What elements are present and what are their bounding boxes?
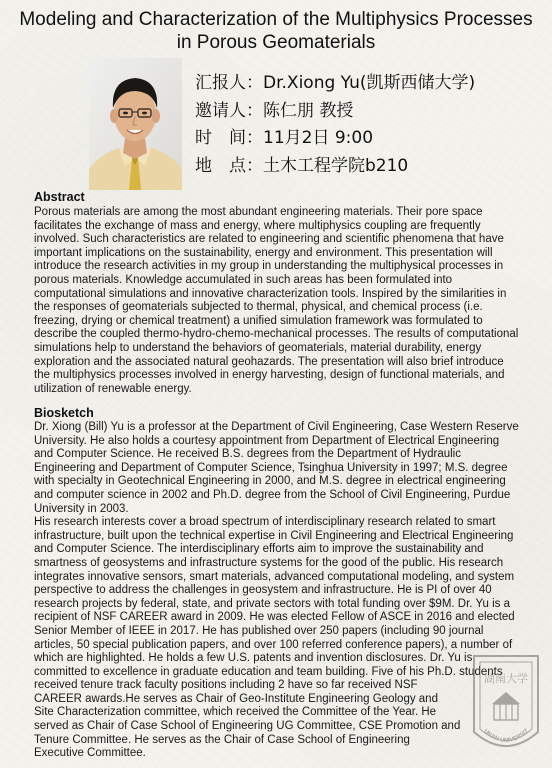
abstract-line: Porous materials are among the most abundant engineering materials. Their pore space — [34, 206, 483, 218]
biosketch-line: CAREER awards.He serves as Chair of Geo-Institute Engineering Geology and — [34, 692, 438, 705]
abstract-line: porous materials. Knowledge accumulated in such areas has been formulated into — [34, 273, 453, 286]
biosketch-line: His research interests cover a broad spectrum of interdisciplinary research related to smart — [34, 516, 496, 529]
talk-info — [195, 70, 475, 180]
abstract-line: computational simulations and innovative characterization tools. Inspired by the similarities in — [34, 287, 507, 300]
biosketch-line: and computer science in 2002 and Ph.D. degree from the School of Civil Engineering, Purdue — [34, 488, 511, 501]
seal-chars: 湖南大学 — [484, 672, 528, 685]
abstract-line: utilization of renewable energy. — [34, 382, 192, 395]
reporter-line: 汇报人：Dr.Xiong Yu(凯斯西储大学) — [195, 73, 476, 93]
talk-title-line2: in Porous Geomaterials — [176, 32, 376, 53]
biosketch-line: research projects by federal, state, and private sectors with total funding over $9M. Dr. Yu is a — [34, 597, 511, 610]
biosketch-body — [34, 421, 524, 761]
abstract-line: introduce the research activities in my group in understanding the multiphysical processes in — [34, 260, 504, 273]
biosketch-line: Dr. Xiong (Bill) Yu is a professor at the Department of Civil Engineering, Case Western Reserve — [34, 421, 519, 433]
abstract-body — [34, 206, 524, 396]
biosketch-heading: Biosketch — [34, 406, 94, 420]
biosketch-line: Engineering and Department of Computer Science, Tsinghua University in 1997; M.S. degree — [34, 461, 508, 474]
biosketch-line: smartness of geosystems and infrastructure systems for the good of the public. His research — [34, 556, 504, 569]
place-line: 地 点：土木工程学院b210 — [195, 155, 409, 176]
biosketch-line: with specialty in Geotechnical Engineering in 2000, and M.S. degree in electrical engineering — [34, 475, 506, 488]
talk-title — [0, 8, 552, 54]
inviter-line: 邀请人：陈仁朋 教授 — [195, 100, 354, 121]
biosketch-line: recipient of NSF CAREER award in 2009. He was elected Fellow of ASCE in 2016 and elected — [34, 611, 515, 624]
seal-text: UNAN UNIVERSIT — [482, 728, 530, 745]
biosketch-line: articles, 50 special publication papers, and over 100 referred conference papers), a number of — [34, 638, 513, 651]
biosketch-line: and Computer Science. He received B.S. degrees from the Department of Hydraulic — [34, 448, 461, 461]
biosketch-line: Tenure Committee. He serves as the Chair of Case School of Engineering — [34, 733, 410, 746]
abstract-line: involved. Such characteristics are related to engineering and scientific phenomena that have — [34, 233, 504, 246]
biosketch-line: and Computer Science. The interdisciplinary efforts aim to improve the sustainability and — [34, 543, 484, 556]
biosketch-line: University in 2003. — [34, 502, 129, 515]
university-seal-logo — [470, 652, 542, 762]
biosketch-line: Executive Committee. — [34, 747, 146, 760]
biosketch-line: which are highlighted. He holds a few U.S. patents and invention disclosures. Dr. Yu is — [34, 652, 473, 665]
biosketch-line: infrastructure, built upon the technical expertise in Civil Engineering and Electrical Engineering — [34, 529, 514, 542]
abstract-line: the multiphysics processes involved in energy harvesting, design of functional materials, and — [34, 369, 505, 382]
abstract-line: the responses of geomaterials subjected to thermal, physical, and chemical process (i.e. — [34, 301, 483, 314]
biosketch-line: Site Characterization committee, which received the Committee of the Year. He — [34, 706, 437, 719]
abstract-line: simulations help to understand the behaviors of geomaterials, material durability, energy — [34, 341, 482, 354]
biosketch-line: Senior Member of IEEE in 2017. He has published over 250 papers (including 90 journal — [34, 624, 484, 637]
abstract-line: important implications on the sustainability, energy and environment. This presentation will — [34, 246, 493, 259]
abstract-line: freezing, drying or chemical treatment) a unified simulation framework was formulated to — [34, 314, 483, 327]
talk-title-line1: Modeling and Characterization of the Multiphysics Processes — [19, 9, 533, 30]
speaker-photo — [89, 58, 182, 190]
biosketch-line: University. He also holds a courtesy appointment from Department of Electrical Engineering — [34, 434, 500, 447]
time-line: 时 间：11月2日 9:00 — [195, 128, 374, 148]
biosketch-line: integrates innovative sensors, smart materials, advanced computational modeling, and system — [34, 570, 515, 583]
biosketch-line: served as Chair of Case School of Engineering UG Committee, CSE Promotion and — [34, 720, 461, 733]
abstract-line: describe the coupled thermo-hydro-chemo-mechanical processes. The results of computational — [34, 328, 519, 341]
abstract-heading: Abstract — [34, 190, 85, 204]
biosketch-line: perspective to address the challenges in geosystem and infrastructure. He is PI of over 40 — [34, 584, 492, 597]
biosketch-line: committed to excellence in graduate education and team building. Five of his Ph.D. students — [34, 665, 503, 678]
abstract-line: exploration and the associated natural geohazards. The presentation will also brief introduce — [34, 355, 504, 368]
abstract-line: facilitates the exchange of mass and energy, where multiphysics coupling are frequently — [34, 219, 481, 232]
biosketch-line: received tenure track faculty positions including 2 have so far received NSF — [34, 679, 418, 692]
